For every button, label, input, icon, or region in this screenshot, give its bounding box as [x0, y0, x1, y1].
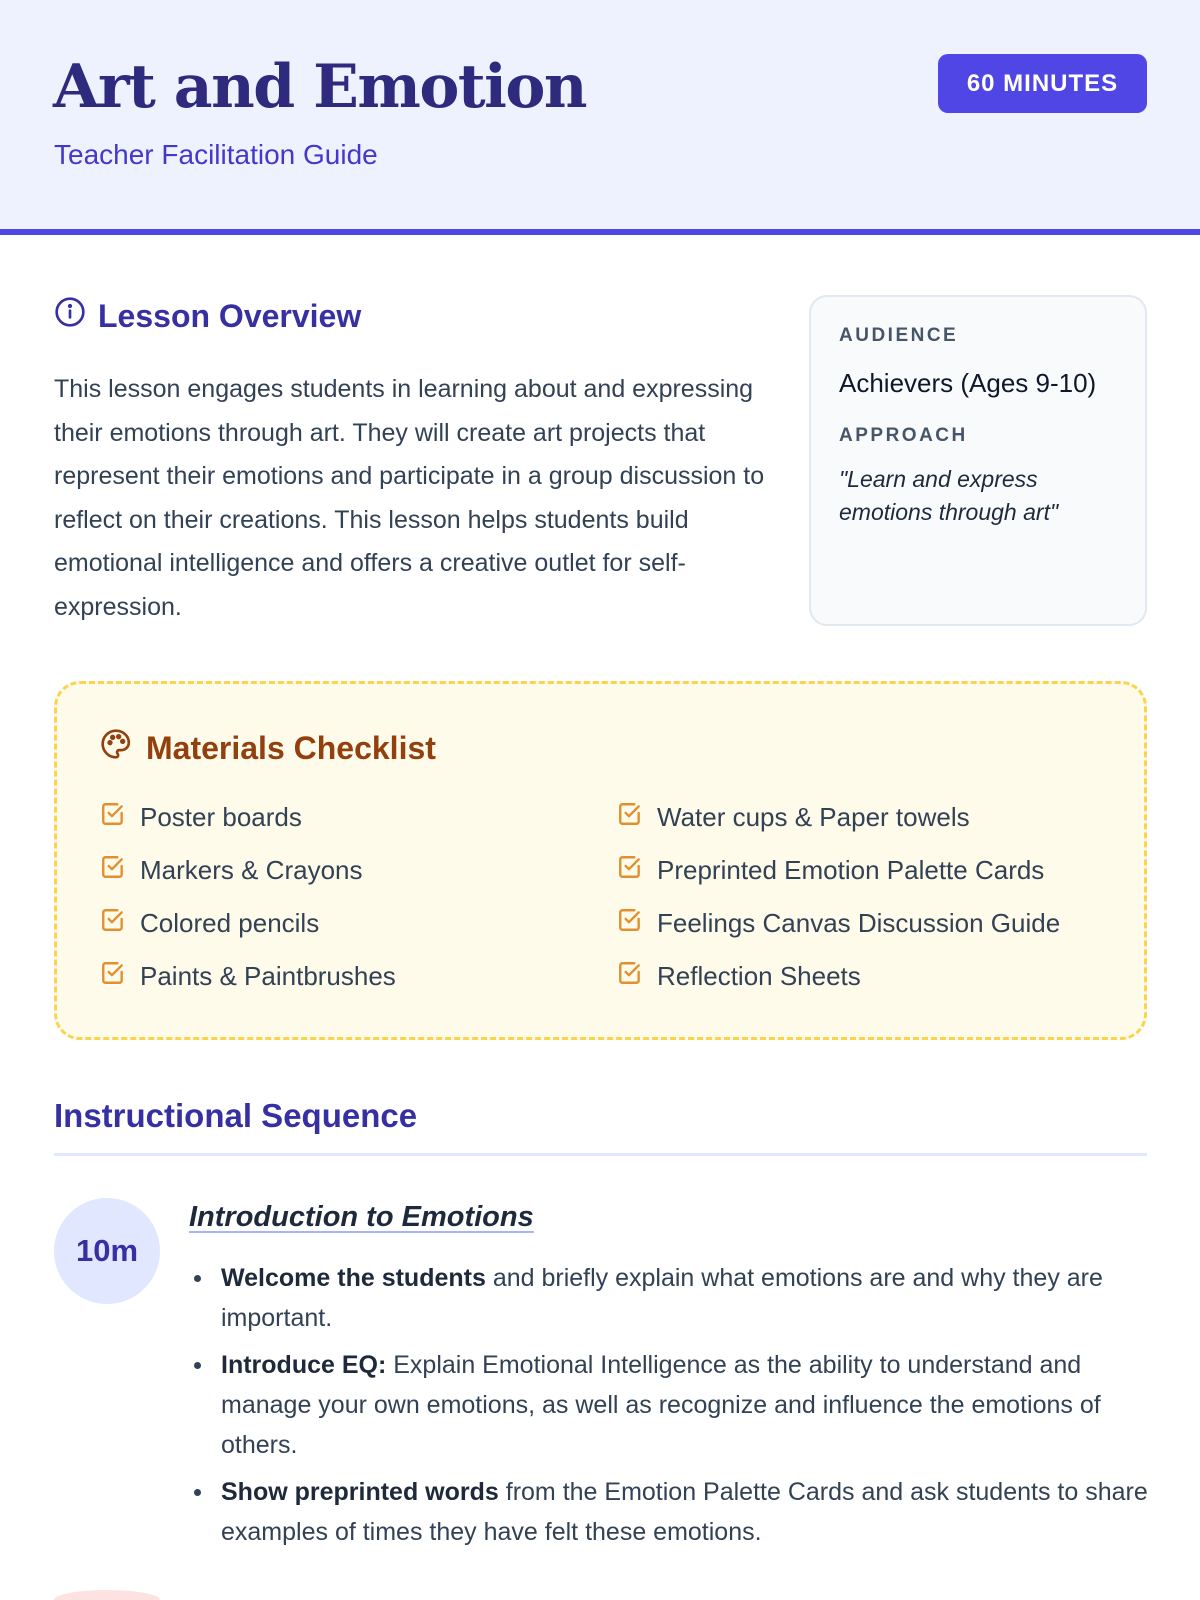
info-circle-icon: [54, 296, 86, 336]
next-step-time-badge: [54, 1590, 160, 1600]
checkbox-checked-icon[interactable]: [100, 854, 126, 887]
material-label: Poster boards: [140, 802, 302, 832]
step-bullet-bold: Welcome the students: [221, 1264, 486, 1292]
checkbox-checked-icon[interactable]: [100, 960, 126, 993]
step-bullet-text: Explain Emotional Intelligence as the ability to understand and manage your own emotions, as well as recognize and influence the emotions of others.: [221, 1351, 1101, 1459]
material-item[interactable]: [617, 959, 1110, 994]
audience-info-card: [809, 295, 1147, 626]
material-item[interactable]: [617, 906, 1110, 941]
materials-list: [100, 800, 1110, 994]
approach-label: APPROACH: [839, 425, 968, 446]
lesson-overview-text: This lesson engages students in learning about and expressing their emotions through art. They will create art projects that represent their emotions and participate in a group discussion to reflect on their creations. This lesson helps students build emotional intelligence and offers a creative outlet for self-expression.: [54, 375, 765, 621]
step-bullet-list: [221, 1258, 1151, 1559]
audience-label: AUDIENCE: [839, 325, 959, 346]
material-label: Colored pencils: [140, 908, 320, 938]
step-bullet: [221, 1345, 1151, 1465]
checkbox-checked-icon[interactable]: [100, 801, 126, 834]
step-bullet-bold: Show preprinted words: [221, 1478, 499, 1506]
palette-icon: [100, 728, 132, 768]
material-label: Markers & Crayons: [140, 855, 363, 885]
material-label: Preprinted Emotion Palette Cards: [657, 855, 1045, 885]
material-item[interactable]: [100, 800, 617, 835]
step-title: Introduction to Emotions: [189, 1201, 534, 1233]
approach-value: "Learn and express emotions through art": [839, 466, 1059, 525]
step-bullet-bold: Introduce EQ:: [221, 1351, 387, 1379]
duration-badge: 60 MINUTES: [938, 54, 1147, 113]
material-item[interactable]: [100, 853, 617, 888]
materials-title: Materials Checklist: [146, 729, 436, 766]
step-bullet: [221, 1258, 1151, 1338]
lesson-overview-heading: [54, 296, 361, 336]
material-label: Reflection Sheets: [657, 961, 861, 991]
section-divider: [54, 1153, 1147, 1156]
checkbox-checked-icon[interactable]: [617, 960, 643, 993]
page-title: Art and Emotion: [53, 52, 586, 122]
instructional-sequence-heading: Instructional Sequence: [54, 1097, 418, 1134]
step-bullet-text: and briefly explain what emotions are and why they are important.: [221, 1264, 1103, 1332]
checkbox-checked-icon[interactable]: [617, 801, 643, 834]
material-item[interactable]: [100, 959, 617, 994]
material-label: Water cups & Paper towels: [657, 802, 970, 832]
step-time-badge: 10m: [54, 1198, 160, 1304]
page-subtitle: Teacher Facilitation Guide: [54, 139, 378, 170]
checkbox-checked-icon[interactable]: [617, 907, 643, 940]
page-header: [0, 0, 1200, 235]
materials-heading: [100, 728, 436, 768]
material-label: Feelings Canvas Discussion Guide: [657, 908, 1061, 938]
audience-value: Achievers (Ages 9-10): [839, 368, 1097, 398]
lesson-overview-title: Lesson Overview: [98, 297, 362, 334]
materials-checklist-card: [54, 681, 1147, 1040]
checkbox-checked-icon[interactable]: [617, 854, 643, 887]
material-item[interactable]: [100, 906, 617, 941]
material-item[interactable]: [617, 800, 1110, 835]
material-label: Paints & Paintbrushes: [140, 961, 396, 991]
material-item[interactable]: [617, 853, 1110, 888]
step-bullet-text: from the Emotion Palette Cards and ask students to share examples of times they have felt these emotions.: [221, 1478, 1148, 1546]
step-bullet: [221, 1472, 1151, 1552]
checkbox-checked-icon[interactable]: [100, 907, 126, 940]
